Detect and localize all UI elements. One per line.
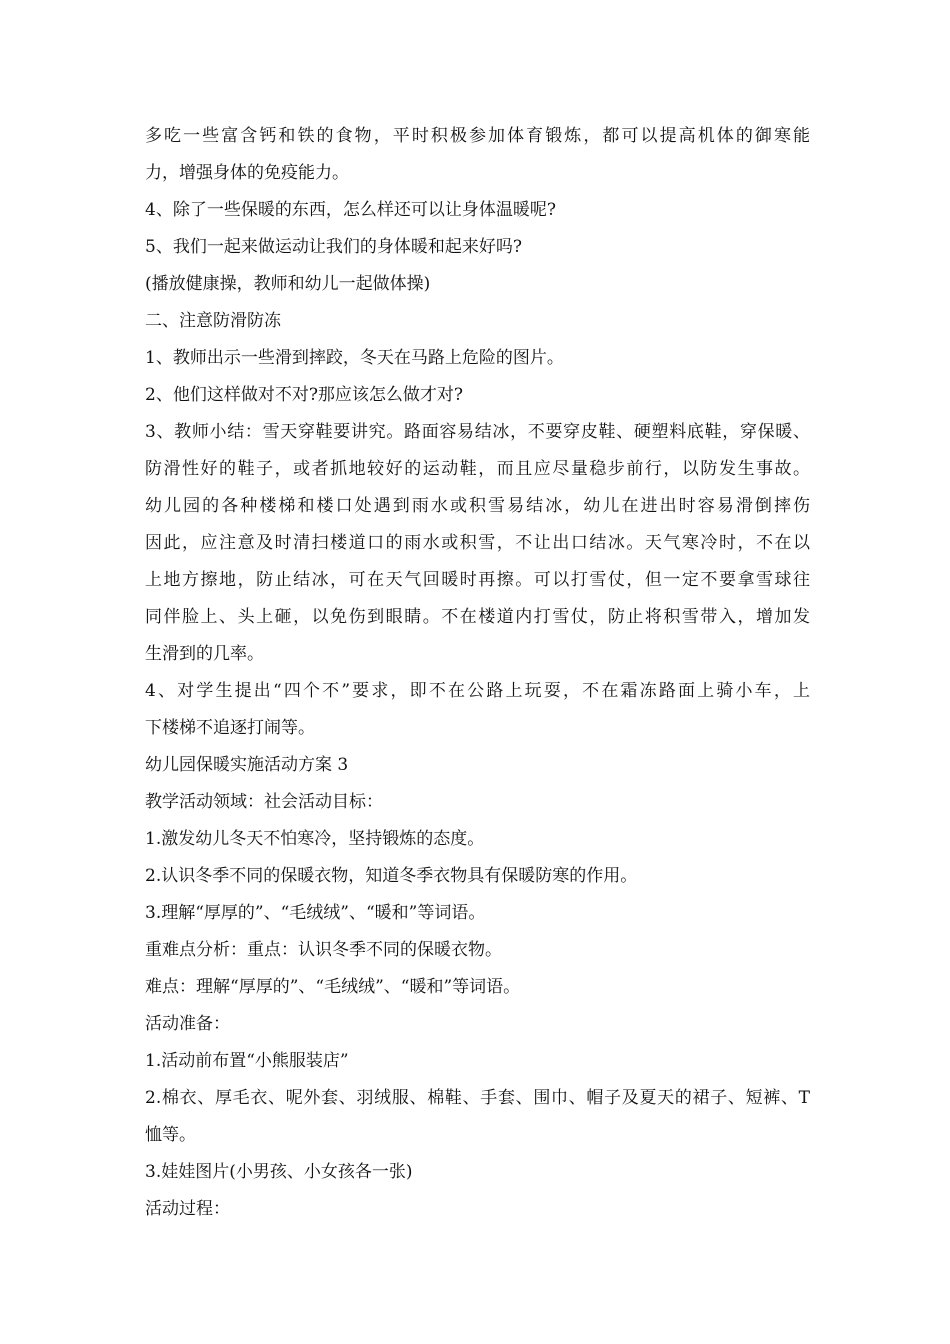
- paragraph-line: 因此，应注意及时清扫楼道口的雨水或积雪，不让出口结冰。天气寒冷时，不在以: [145, 533, 810, 553]
- list-item: 1.激发幼儿冬天不怕寒冷，坚持锻炼的态度。: [145, 829, 485, 849]
- paragraph-line: 活动准备：: [145, 1014, 230, 1034]
- list-item: 3.娃娃图片(小男孩、小女孩各一张): [145, 1162, 413, 1182]
- paragraph-line: 4、对学生提出“四个不”要求，即不在公路上玩耍，不在霜冻路面上骑小车，上: [145, 681, 810, 701]
- paragraph-line: 3、教师小结：雪天穿鞋要讲究。路面容易结冰，不要穿皮鞋、硬塑料底鞋，穿保暖、: [145, 422, 810, 442]
- paragraph-line: 恤等。: [145, 1125, 196, 1145]
- list-item: 3.理解“厚厚的”、“毛绒绒”、“暖和”等词语。: [145, 903, 486, 923]
- paragraph-line: 重难点分析：重点：认识冬季不同的保暖衣物。: [145, 940, 502, 960]
- paragraph-line: 教学活动领域：社会活动目标：: [145, 792, 383, 812]
- paragraph-line: 力，增强身体的免疫能力。: [145, 163, 349, 183]
- list-item: 2.棉衣、厚毛衣、呢外套、羽绒服、棉鞋、手套、围巾、帽子及夏天的裙子、短裤、T: [145, 1088, 810, 1108]
- document-body: [145, 118, 810, 1228]
- paragraph-line: 4、除了一些保暖的东西，怎么样还可以让身体温暖呢?: [145, 200, 556, 220]
- paragraph-line: 1、教师出示一些滑到摔跤，冬天在马路上危险的图片。: [145, 348, 564, 368]
- list-item: 1.活动前布置“小熊服装店”: [145, 1051, 349, 1071]
- paragraph-line: 难点：理解“厚厚的”、“毛绒绒”、“暖和”等词语。: [145, 977, 521, 997]
- paragraph-line: 活动过程：: [145, 1199, 230, 1219]
- section-title: 幼儿园保暖实施活动方案 3: [145, 755, 349, 775]
- list-item: 2.认识冬季不同的保暖衣物，知道冬季衣物具有保暖防寒的作用。: [145, 866, 638, 886]
- paragraph-line: 防滑性好的鞋子，或者抓地较好的运动鞋，而且应尽量稳步前行，以防发生事故。: [145, 459, 810, 479]
- paragraph-line: 5、我们一起来做运动让我们的身体暖和起来好吗?: [145, 237, 522, 257]
- paragraph-line: 下楼梯不追逐打闹等。: [145, 718, 315, 738]
- paragraph-line: (播放健康操，教师和幼儿一起做体操): [145, 274, 431, 294]
- paragraph-line: 上地方擦地，防止结冰，可在天气回暖时再擦。可以打雪仗，但一定不要拿雪球往: [145, 570, 810, 590]
- paragraph-line: 幼儿园的各种楼梯和楼口处遇到雨水或积雪易结冰，幼儿在进出时容易滑倒摔伤: [145, 496, 810, 516]
- section-heading: 二、注意防滑防冻: [145, 311, 281, 331]
- paragraph-line: 2、他们这样做对不对?那应该怎么做才对?: [145, 385, 464, 405]
- paragraph-line: 同伴脸上、头上砸，以免伤到眼睛。不在楼道内打雪仗，防止将积雪带入，增加发: [145, 607, 810, 627]
- paragraph-line: 生滑到的几率。: [145, 644, 264, 664]
- paragraph-line: 多吃一些富含钙和铁的食物，平时积极参加体育锻炼，都可以提高机体的御寒能: [145, 126, 810, 146]
